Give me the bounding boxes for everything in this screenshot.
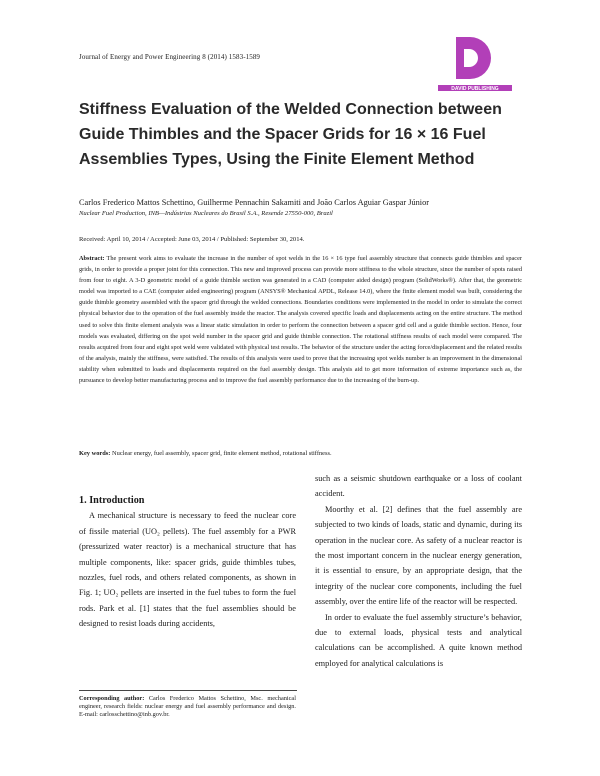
intro-paragraph-1: A mechanical structure is necessary to feed the nuclear core of fissile material (UO₂ pellets). The fuel assembly for a PWR (pressurized water reactor) is a mechanical structure that has multiple components, like: spacer grids, guide thimbles tubes, nozzles, fuel rods, and others related components, as shown in Fig. 1; UO₂ pellets are inserted in the fuel tubes to form the fuel rods. Park et al. [1] states that the fuel assemblies should be designed to resist loads during accidents, [79,511,296,629]
logo-text: DAVID PUBLISHING [451,86,499,91]
keywords-text: Nuclear energy, fuel assembly, spacer grid, finite element method, rotational stiffness. [112,450,332,457]
paper-title: Stiffness Evaluation of the Welded Connection between Guide Thimbles and the Spacer Grids for 16 × 16 Fuel Assemblies Types, Using the Finite Element Method [79,101,502,168]
affiliation: Nuclear Fuel Production, INB—Indústrias Nucleares do Brasil S.A., Resende 27550-000, Brazil [79,210,333,217]
intro-paragraph-3: In order to evaluate the fuel assembly structure’s behavior, due to external loads, physical tests and analytical calculations can be accomplished. A quite known method employed for analytical calculations is [315,612,522,668]
david-publishing-logo [428,33,522,91]
abstract-text: The present work aims to evaluate the increase in the number of spot welds in the 16 × 16 type fuel assembly structure that connects guide thimbles and spacer grids, in order to provide a proper joint for this connection. This new and improved process can provide more stiffness to the whole structure, since the number of spots raised from four to eight. A 3-D geometric model of a guide thimble section was generated in a CAD (computer aided design) program (SolidWorks®). After that, the geometric model was imported to a CAE (computer aided engineering) program (ANSYS® Mechanical APDL, Release 14.0), where the finite element model was built, considering the guide thimble geometry assembled with the spacer grid through the welded connections. Boundaries conditions were implemented in the model in order to simulate the correct physical behavior due to the operation of the fuel assembly inside the reactor. The analysis covered specific loads and displacements acting on the entire structure. The method used to solve this finite element analysis was a linear static simulation in order to perform the connection between a spacer grid cell and a guide thimble section. Hence, four models was evaluated, differing on the spot weld number in the spacer grid and guide thimble connection. The rotational stiffness results of each model were compared. The results acquired from four and eight spot weld were validated with physical test results. The behavior of the structure under the acting force/displacement and the related results of the analysis, mainly the stiffness, were satisfied. The results of this analysis were used to prove that the increasing spot welds number is an improvement in the dimensional stability when submitted to loads and displacements required on the fuel assembly design. This analysis aid to get more information of extreme importance such as, the pursuance to develop better manufacturing process and to improve the fuel assembly performance due to the increasing of the burn-up. [79,255,522,385]
footnote-text: Carlos Frederico Mattos Schettino, Msc. mechanical engineer, research fields: nuclear energy and fuel assembly performance and design. E-mail: carlosschettino@inb.gov.br. [79,695,296,718]
footnote [79,695,296,719]
authors: Carlos Frederico Mattos Schettino, Guilherme Pennachin Sakamiti and João Carlos Aguiar Gaspar Júnior [79,198,430,207]
left-column [79,493,296,632]
abstract-label: Abstract: [79,255,105,262]
journal-citation: Journal of Energy and Power Engineering 8 (2014) 1583-1589 [79,53,261,61]
abstract [79,253,522,386]
footnote-rule [79,690,297,691]
right-column [315,471,522,671]
received-dates: Received: April 10, 2014 / Accepted: June 03, 2014 / Published: September 30, 2014. [79,236,305,243]
keywords [79,450,522,457]
section-heading: 1. Introduction [79,495,145,506]
footnote-label: Corresponding author: [79,695,145,702]
intro-continuation: such as a seismic shutdown earthquake or a loss of coolant accident. [315,474,522,499]
keywords-label: Key words: [79,450,111,457]
intro-paragraph-2: Moorthy et al. [2] defines that the fuel assembly are subjected to two kinds of loads, static and dynamic, during its operation in the nuclear core. As safety of a nuclear reactor is the most important concern in the nuclear energy generation, it is essential to ensure, by an appropriate design, that the integrity of the nuclear core components, including the fuel assembly, over the entire life of the reactor will be respected. [315,504,522,607]
